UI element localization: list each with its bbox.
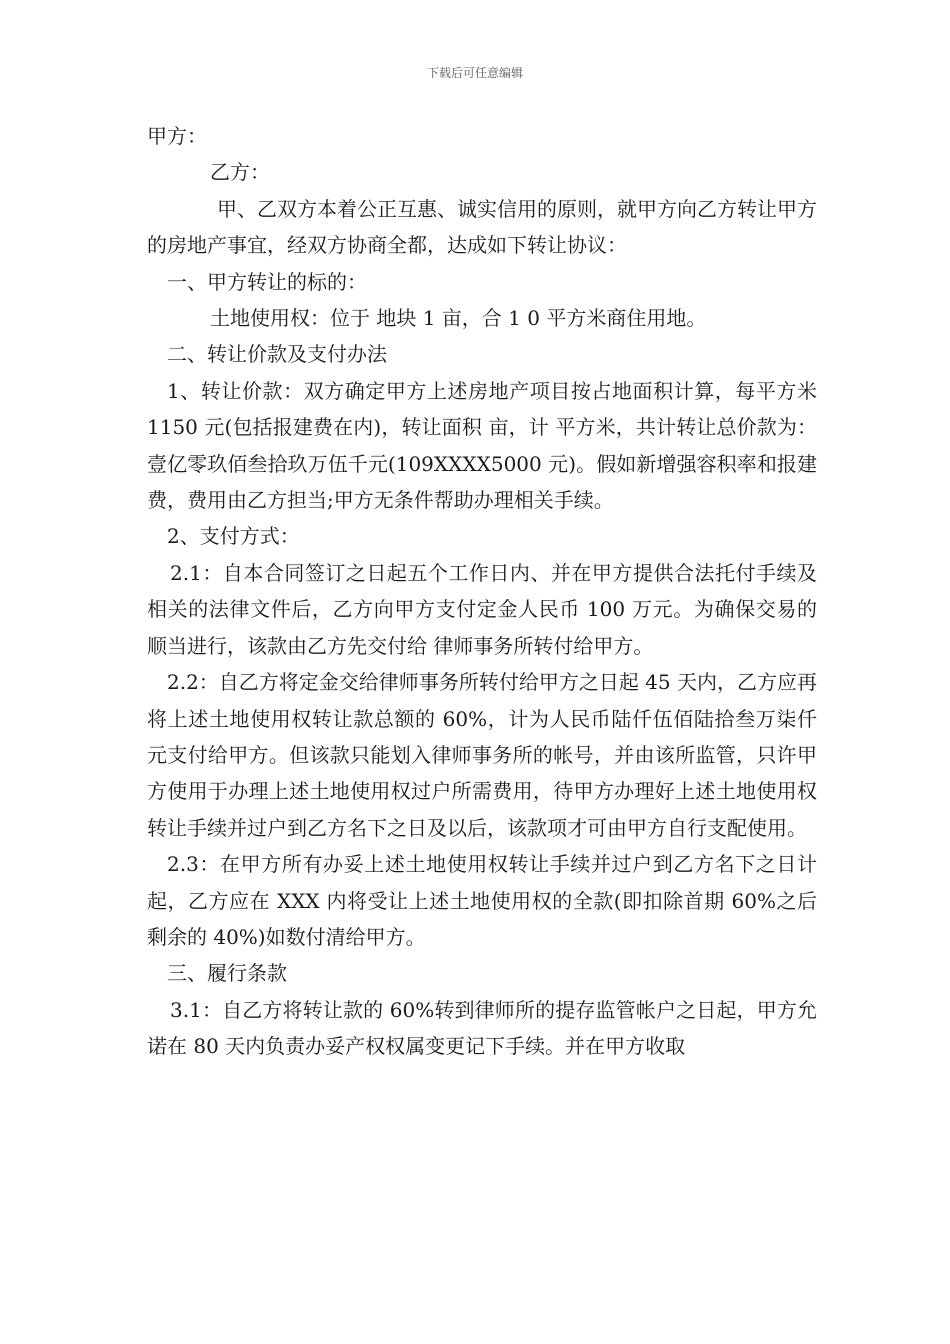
section-heading-1: 一、甲方转让的标的：: [167, 269, 367, 294]
section-heading-2: 二、转让价款及支付办法: [167, 342, 387, 367]
document-body: [147, 118, 817, 1065]
paragraph-party-a: 甲方：: [147, 124, 207, 148]
page-header: 下载后可任意编辑: [426, 66, 523, 80]
paragraph-clause-2-3: 2.3：在甲方所有办妥上述土地使用权转让手续并过户到乙方名下之日计起，乙方应在 XXX 内将受让上述土地使用权的全款(即扣除首期 60%之后剩余的 40%)如数付清给甲方。: [147, 852, 817, 949]
paragraph-clause-2-1: 2.1：自本合同签订之日起五个工作日内、并在甲方提供合法托付手续及相关的法律文件后，乙方向甲方支付定金人民币 100 万元。为确保交易的顺当进行，该款由乙方先交付给 律师事务所转付给甲方。: [147, 560, 817, 658]
paragraph-land-use-right: 土地使用权：位于 地块 1 亩，合 1 0 平方米商住用地。: [210, 306, 707, 331]
paragraph-payment-method: 2、支付方式：: [167, 524, 300, 549]
section-heading-3: 三、履行条款: [167, 961, 287, 986]
paragraph-clause-2-2: 2.2：自乙方将定金交给律师事务所转付给甲方之日起 45 天内，乙方应再将上述土地使用权转让款总额的 60%，计为人民币陆仟伍佰陆拾叁万柒仟元支付给甲方。但该款只能划入律师事务所的帐号，并由该所监管，只许甲方使用于办理上述土地使用权过户所需费用，待甲方办理好上述土地使用权转让手续并过户到乙方名下之日及以后，该款项才可由甲方自行支配使用。: [147, 670, 817, 840]
paragraph-preamble: 甲、乙双方本着公正互惠、诚实信用的原则，就甲方向乙方转让甲方的房地产事宜，经双方协商全都，达成如下转让协议：: [147, 196, 817, 258]
paragraph-clause-3-1: 3.1：自乙方将转让款的 60%转到律师所的提存监管帐户之日起，甲方允诺在 80 天内负责办妥产权权属变更记下手续。并在甲方收取: [147, 997, 817, 1059]
paragraph-party-b: 乙方：: [210, 160, 270, 185]
paragraph-transfer-price: 1、转让价款：双方确定甲方上述房地产项目按占地面积计算，每平方米 1150 元(包括报建费在内)，转让面积 亩，计 平方米，共计转让总价款为：壹亿零玖佰叁拾玖万伍千元(109XXXX5000 元)。假如新增强容积率和报建费，费用由乙方担当;甲方无条件帮助办理相关手续。: [147, 378, 817, 513]
